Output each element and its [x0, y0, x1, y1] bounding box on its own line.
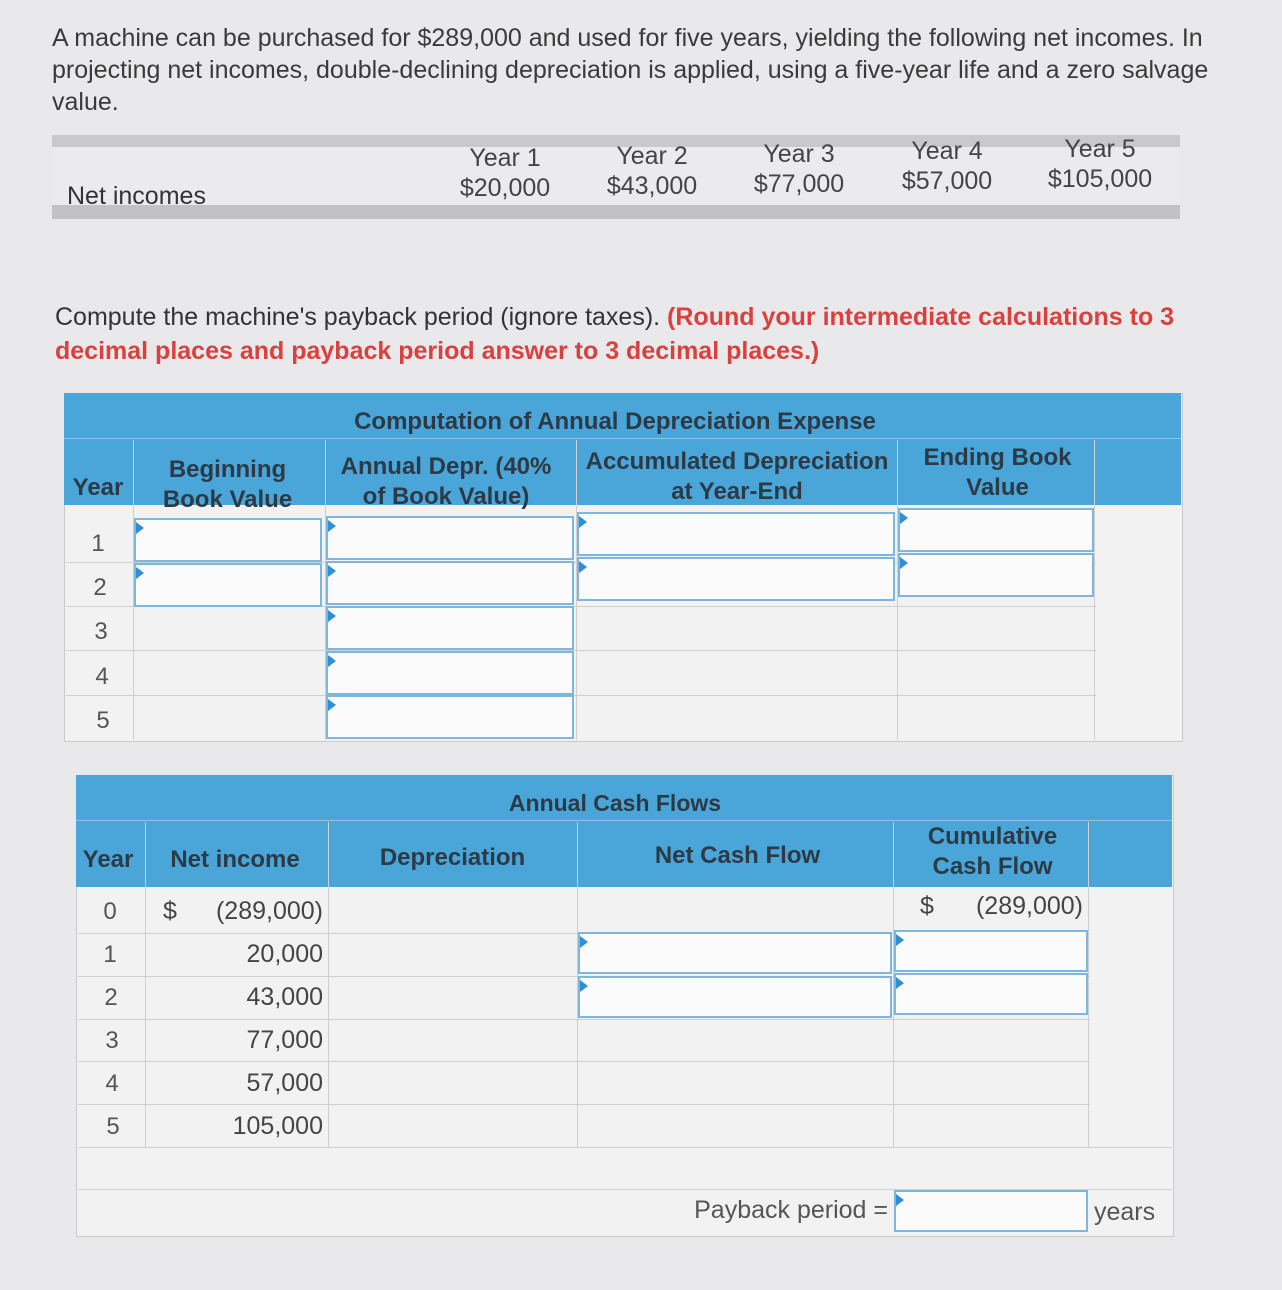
col-beginning-header: Beginning Book Value [162, 456, 293, 513]
dep-year-5: 5 [96, 707, 110, 734]
net-income-year-5 [1025, 134, 1175, 194]
annual-depr-input-3[interactable] [326, 606, 574, 650]
net-incomes-bottom-bar [52, 205, 1180, 219]
ending-book-value-input-1[interactable] [898, 508, 1094, 552]
row-divider [78, 1019, 1090, 1020]
cf-col-year-header: Year [82, 846, 134, 873]
net-income-year-2 [577, 141, 727, 201]
net-income-year-3 [724, 139, 874, 199]
cf-net-income-2: 43,000 [246, 983, 323, 1011]
col-annual-header: Annual Depr. (40% of Book Value) [340, 453, 552, 510]
year-label: Year 2 [616, 142, 688, 170]
payback-period-input[interactable] [894, 1190, 1088, 1232]
col-divider [1088, 822, 1089, 1147]
problem-statement: A machine can be purchased for $289,000 and used for five years, yielding the following net incomes. In projecting net incomes, double-declining depreciation is applied, using a five-year life and a zero salvage value. [52, 24, 1209, 116]
ending-book-value-input-2[interactable] [898, 553, 1094, 597]
cf-col-net-cash-flow-header: Net Cash Flow [654, 842, 821, 869]
annual-depr-input-5[interactable] [326, 695, 574, 739]
depreciation-title: Computation of Annual Depreciation Expense [354, 408, 876, 435]
header-divider [76, 820, 1172, 821]
cf-year-2: 2 [104, 984, 118, 1011]
cf-year-5: 5 [106, 1113, 120, 1140]
annual-depr-input-2[interactable] [326, 561, 574, 605]
net-incomes-label: Net incomes [67, 182, 206, 210]
cumulative-cash-flow-input-2[interactable] [894, 973, 1088, 1015]
cf-col-net-income-header: Net income [170, 846, 300, 873]
year-value: $77,000 [753, 170, 845, 198]
accumulated-depr-input-2[interactable] [577, 557, 895, 601]
cf-net-income-0: (289,000) [215, 897, 323, 925]
dep-year-3: 3 [94, 618, 108, 645]
cf-net-income-5: 105,000 [232, 1112, 323, 1140]
cf-cumulative-0: (289,000) [975, 892, 1083, 920]
dep-year-2: 2 [93, 574, 107, 601]
payback-units: years [1094, 1198, 1156, 1226]
row-divider [78, 1061, 1090, 1062]
dep-year-1: 1 [91, 530, 105, 557]
cash-flow-title: Annual Cash Flows [508, 790, 722, 816]
cf-year-3: 3 [105, 1027, 119, 1054]
col-year-header: Year [72, 474, 124, 501]
cf-year-0: 0 [103, 898, 117, 925]
annual-depr-input-1[interactable] [326, 516, 574, 560]
cf-year-4: 4 [105, 1070, 119, 1097]
annual-depr-input-4[interactable] [326, 651, 574, 695]
cf-net-income-4: 57,000 [246, 1069, 323, 1097]
accumulated-depr-input-1[interactable] [577, 512, 895, 556]
header-divider [64, 438, 1181, 439]
col-divider [328, 822, 329, 1147]
row-divider [66, 650, 1096, 651]
net-income-year-1 [430, 143, 580, 203]
cf-col-depreciation-header: Depreciation [379, 844, 526, 871]
cf-col-cumulative-header: Cumulative Cash Flow [927, 823, 1058, 880]
payback-period-label: Payback period = [694, 1196, 888, 1224]
dollar-sign: $ [920, 892, 934, 920]
year-label: Year 5 [1064, 135, 1136, 163]
row-divider [66, 695, 1096, 696]
col-ending-header: Ending Book Value [923, 444, 1072, 501]
year-label: Year 4 [911, 137, 983, 165]
cf-year-1: 1 [103, 941, 117, 968]
net-cash-flow-input-2[interactable] [578, 976, 892, 1018]
dollar-sign: $ [163, 897, 177, 925]
net-cash-flow-input-1[interactable] [578, 932, 892, 974]
row-divider [78, 1104, 1090, 1105]
year-label: Year 1 [469, 144, 541, 172]
beginning-book-value-input-2[interactable] [134, 563, 322, 607]
year-value: $20,000 [459, 174, 551, 202]
instructions-plain: Compute the machine's payback period (ignore taxes). [55, 303, 661, 331]
net-income-year-4 [872, 136, 1022, 196]
dep-year-4: 4 [95, 663, 109, 690]
cf-net-income-3: 77,000 [246, 1026, 323, 1054]
col-divider [145, 822, 146, 1147]
year-label: Year 3 [763, 140, 835, 168]
year-value: $105,000 [1047, 165, 1153, 193]
cf-net-income-1: 20,000 [246, 940, 323, 968]
row-divider [78, 1147, 1172, 1148]
beginning-book-value-input-1[interactable] [134, 518, 322, 562]
instructions-rounding: (Round your intermediate calculations to 3 decimal places and payback period answer to 3 decimal places.) [55, 303, 1175, 365]
col-accumulated-header: Accumulated Depreciation at Year-End [585, 448, 889, 505]
cumulative-cash-flow-input-1[interactable] [894, 930, 1088, 972]
year-value: $57,000 [901, 167, 993, 195]
year-value: $43,000 [606, 172, 698, 200]
instructions [55, 300, 1235, 368]
